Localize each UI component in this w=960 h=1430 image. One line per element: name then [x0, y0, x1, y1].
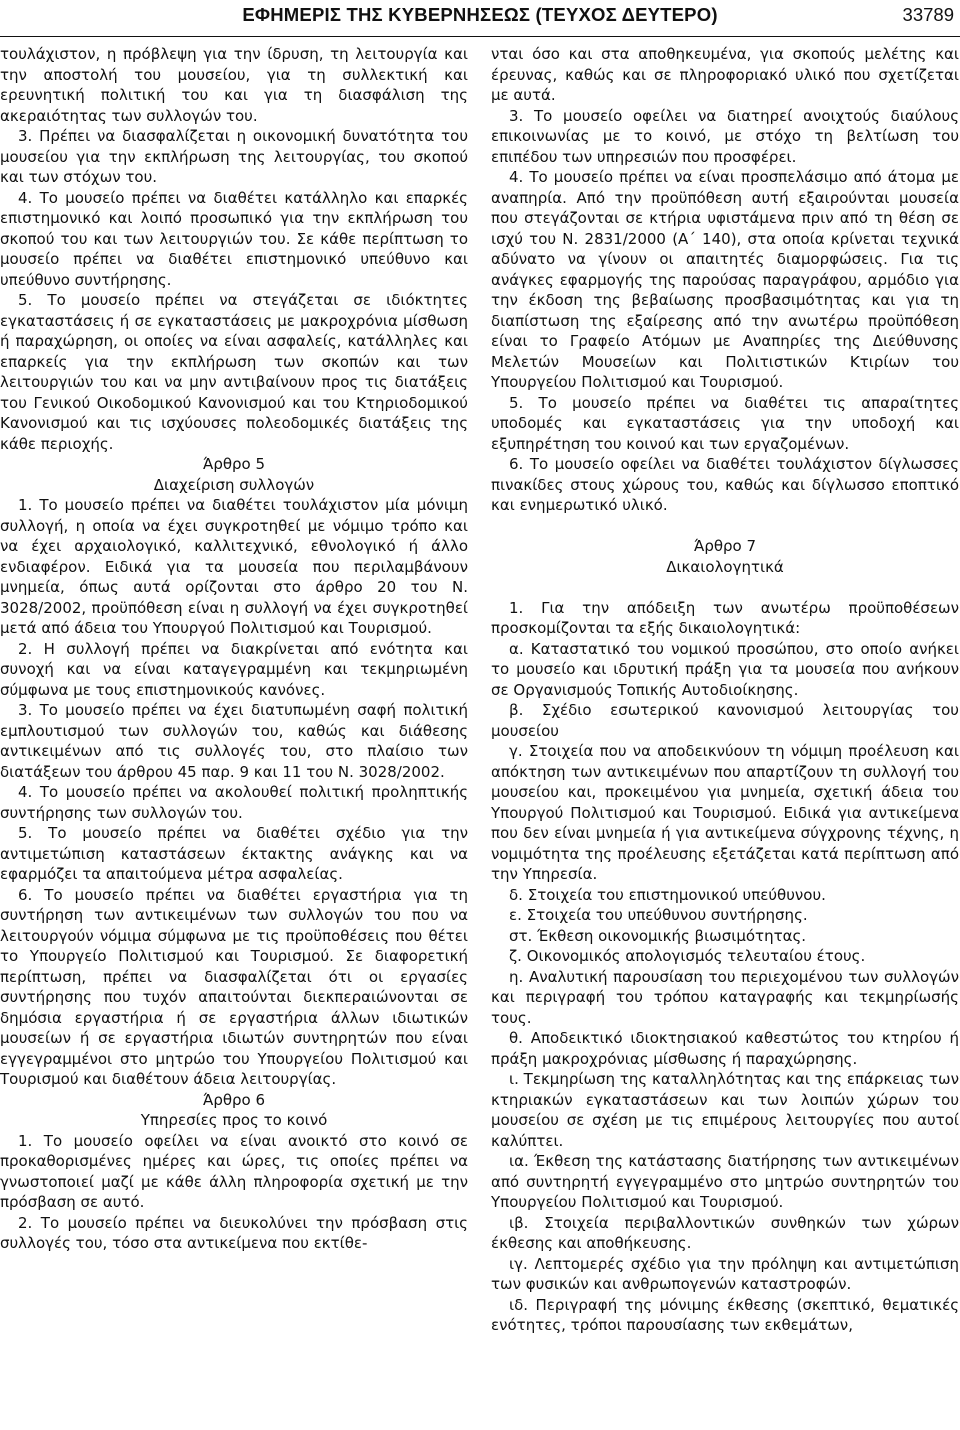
article-5-paragraph-2: 2. Η συλλογή πρέπει να διακρίνεται από ενότητα και συνοχή και να είναι καταγεγραμμένη και τεκμηριωμένη σύμφωνα με τους επιστημονικούς κανόνες.	[0, 639, 468, 699]
item-id: ιδ. Περιγραφή της μόνιμης έκθεσης (σκεπτικό, θεματικές ενότητες, τρόποι παρουσίασης των εκθεμάτων,	[491, 1295, 959, 1334]
spacer	[491, 577, 959, 598]
article-6-paragraph-6: 6. Το μουσείο οφείλει να διαθέτει τουλάχιστον δίγλωσσες πινακίδες στους χώρους του, καθώς και δίγλωσσο εποπτικό και ενημερωτικό υλικό.	[491, 455, 959, 514]
article-7-number: Άρθρο 7	[693, 537, 757, 555]
item-i: ι. Τεκμηρίωση της καταλληλότητας και της επάρκειας των κτηριακών εγκαταστάσεων και των λοιπών χώρων του μουσείου σε σχέση με τις επιμέρους λειτουργίες που αυτοί καλύπτει.	[491, 1070, 959, 1150]
gazette-title: ΕΦΗΜΕΡΙΣ ΤΗΣ ΚΥΒΕΡΝΗΣΕΩΣ (ΤΕΥΧΟΣ ΔΕΥΤΕΡΟ)	[242, 4, 718, 25]
article-6-number: Άρθρο 6	[202, 1090, 266, 1109]
paragraph-5: 5. Το μουσείο πρέπει να στεγάζεται σε ιδιόκτητες εγκαταστάσεις ή σε εγκαταστάσεις με μακροχρόνια μίσθωση ή παραχώρηση, οι οποίες να είναι ασφαλείς, κατάλληλες και επαρκείς για την εκπλήρωση των σκοπών και των λειτουργιών του και να μην αντιβαίνουν προς τις διατάξεις του Γενικού Οικοδομικού Κανονισμού και του Κτηριοδομικού Κανονισμού και τις ισχύουσες πολεοδομικές διατάξεις της κάθε περιοχής.	[0, 291, 468, 453]
item-c: γ. Στοιχεία που να αποδεικνύουν τη νόμιμη προέλευση και απόκτηση των αντικειμένων που απαρτίζουν τη συλλογή του μουσείου και, προκειμένου για μνημεία, σχετική άδεια του Υπουργού Πολιτισμού και Τουρισμού. Ειδικά για αντικείμενα που δεν είναι μνημεία ή για αντικείμενα σύγχρονης τέχνης, η νομιμότητα της προέλευσης εξετάζεται κατά περίπτωση από την Υπηρεσία.	[491, 742, 959, 883]
paragraph-continued: τουλάχιστον, η πρόβλεψη για την ίδρυση, τη λειτουργία και την αποστολή του μουσείου, για τη συλλεκτική και ερευνητική πολιτική του και για τη διασφάλιση της ακεραιότητας των συλλογών του.	[0, 45, 468, 125]
article-6-paragraph-4: 4. Το μουσείο πρέπει να είναι προσπελάσιμο από άτομα με αναπηρία. Από την προϋπόθεση αυτή εξαιρούνται μουσεία που στεγάζονται σε κτήρια υφιστάμενα πριν από τη θέση σε ισχύ του Ν. 2831/2000 (Α΄ 140), στα οποία κρίνεται τεχνικά αδύνατο να γίνουν οι απαιτητές διαμορφώσεις. Για τις ανάγκες εφαρμογής της παρούσας παραγράφου, αρμόδιο για την έκδοση της βεβαίωσης προσβασιμότητας και για τη διαπίστωση της εξαίρεσης από την ανωτέρω προϋπόθεση είναι το Γραφείο Ατόμων με Αναπηρίες της Διεύθυνσης Μελετών Μουσείων και Πολιτιστικών Κτιρίων του Υπουργείου Πολιτισμού και Τουρισμού.	[491, 168, 959, 391]
item-st: στ. Έκθεση οικονομικής βιωσιμότητας.	[509, 926, 807, 945]
article-5-title: Διαχείριση συλλογών	[153, 475, 315, 494]
article-5-number: Άρθρο 5	[202, 455, 266, 473]
item-h: η. Αναλυτική παρουσίαση του περιεχομένου των συλλογών και περιγραφή του τρόπου καταγραφής και τεκμηρίωσής τους.	[491, 967, 959, 1027]
item-d: δ. Στοιχεία του επιστημονικού υπεύθυνου.	[509, 885, 826, 904]
article-7-paragraph-1: 1. Για την απόδειξη των ανωτέρω προϋποθέσεων προσκομίζονται τα εξής δικαιολογητικά:	[491, 598, 959, 637]
item-e: ε. Στοιχεία του υπεύθυνου συντήρησης.	[509, 906, 808, 924]
article-5-paragraph-1: 1. Το μουσείο πρέπει να διαθέτει τουλάχιστον μία μόνιμη συλλογή, η οποία να έχει συγκροτηθεί με νόμιμο τρόπο και να έχει αρχαιολογικό, καλλιτεχνικό, εθνολογικό ή άλλο ενδιαφέρον. Ειδικά για τα μουσεία που περιλαμβάνουν μνημεία, όπως αυτά ορίζονται στο άρθρο 20 του Ν. 3028/2002, προϋπόθεση είναι η συλλογή να έχει συγκροτηθεί μετά από άδεια του Υπουργού Πολιτισμού και Τουρισμού.	[0, 496, 468, 637]
article-5-paragraph-3: 3. Το μουσείο πρέπει να έχει διατυπωμένη σαφή πολιτική εμπλουτισμού των συλλογών του, καθώς και διάθεσης αντικειμένων από τις συλλογές του, στο πλαίσιο των διατάξεων του άρθρου 45 παρ. 9 και 11 του Ν. 3028/2002.	[0, 701, 468, 781]
article-6-paragraph-1: 1. Το μουσείο οφείλει να είναι ανοικτό στο κοινό σε προκαθορισμένες ημέρες και ώρες, τις οποίες πρέπει να γνωστοποιεί μαζί με κάθε άλλη πληροφορία σχετική με την πρόσβαση σε αυτό.	[0, 1131, 468, 1211]
item-z: ζ. Οικονομικός απολογισμός τελευταίου έτους.	[509, 947, 866, 965]
article-5-paragraph-6: 6. Το μουσείο πρέπει να διαθέτει εργαστήρια για τη συντήρηση των αντικειμένων των συλλογών του που να λειτουργούν νόμιμα σύμφωνα με τις προϋποθέσεις που θέτει το Υπουργείο Πολιτισμού και Τουρισμού. Σε διαφορετική περίπτωση, πρέπει να διασφαλίζεται ότι οι εργασίες συντήρησης που τυχόν απαιτούνται διεκπεραιώνονται σε δημόσια εργαστήρια ή σε εργαστήρια άλλων ιδιωτικών μουσείων ή σε εργαστήρια ιδιωτών συντηρητών που είναι εγγεγραμμένοι στο μητρώο του Υπουργείου Πολιτισμού και Τουρισμού και διαθέτουν άδεια λειτουργίας.	[0, 885, 468, 1088]
spacer	[491, 516, 959, 537]
page-number: 33789	[902, 4, 954, 25]
item-b: β. Σχέδιο εσωτερικού κανονισμού λειτουργίας του μουσείου	[491, 701, 959, 740]
paragraph-3: 3. Πρέπει να διασφαλίζεται η οικονομική δυνατότητα του μουσείου για την εκπλήρωση της λειτουργίας, του σκοπού και των στόχων του.	[0, 127, 468, 186]
article-6-paragraph-3: 3. Το μουσείο οφείλει να διατηρεί ανοιχτούς διαύλους επικοινωνίας με το κοινό, με στόχο τη βελτίωση του επιπέδου των υπηρεσιών που προσφέρει.	[491, 106, 959, 166]
article-5-paragraph-4: 4. Το μουσείο πρέπει να ακολουθεί πολιτική προληπτικής συντήρησης των συλλογών του.	[0, 783, 468, 822]
item-th: θ. Αποδεικτικό ιδιοκτησιακού καθεστώτος του κτηρίου ή πράξη μακροχρόνιας μίσθωσης ή παραχώρησης.	[491, 1029, 959, 1068]
item-ig: ιγ. Λεπτομερές σχέδιο για την πρόληψη και αντιμετώπιση των φυσικών και ανθρωπογενών καταστροφών.	[491, 1254, 959, 1293]
article-6-paragraph-2: 2. Το μουσείο πρέπει να διευκολύνει την πρόσβαση στις συλλογές του, τόσο στα αντικείμενα που εκτίθε-	[0, 1213, 468, 1252]
right-column	[491, 44, 959, 1336]
left-column	[0, 44, 468, 1254]
item-ib: ιβ. Στοιχεία περιβαλλοντικών συνθηκών των χώρων έκθεσης και αποθήκευσης.	[491, 1213, 959, 1252]
item-a: α. Καταστατικό του νομικού προσώπου, στο οποίο ανήκει το μουσείο και ιδρυτική πράξη για τα μουσεία που ανήκουν σε Οργανισμούς Τοπικής Αυτοδιοίκησης.	[491, 639, 959, 699]
article-5-paragraph-5: 5. Το μουσείο πρέπει να διαθέτει σχέδιο για την αντιμετώπιση καταστάσεων έκτακτης ανάγκης και να εφαρμόζει τα απαιτούμενα μέτρα ασφαλείας.	[0, 824, 468, 883]
page-header	[0, 0, 960, 37]
article-7-title: Δικαιολογητικά	[666, 557, 784, 576]
article-6-paragraph-5: 5. Το μουσείο πρέπει να διαθέτει τις απαραίτητες υποδομές και εγκαταστάσεις για την υποδοχή και εξυπηρέτηση του κοινού και των εργαζομένων.	[491, 393, 959, 453]
article-6-title: Υπηρεσίες προς το κοινό	[140, 1111, 328, 1129]
item-ia: ια. Έκθεση της κατάστασης διατήρησης των αντικειμένων από συντηρητή εγγεγραμμένο στο μητρώο συντηρητών του Υπουργείου Πολιτισμού και Τουρισμού.	[491, 1152, 959, 1211]
paragraph-continued: νται όσο και στα αποθηκευμένα, για σκοπούς μελέτης και έρευνας, καθώς και σε πληροφοριακό υλικό που σχετίζεται με αυτά.	[491, 45, 959, 104]
paragraph-4: 4. Το μουσείο πρέπει να διαθέτει κατάλληλο και επαρκές επιστημονικό και λοιπό προσωπικό για την εκπλήρωση του σκοπού του και των λειτουργιών του. Σε κάθε περίπτωση το μουσείο πρέπει να διαθέτει επιστημονικό υπεύθυνο και υπεύθυνο συντήρησης.	[0, 188, 468, 289]
